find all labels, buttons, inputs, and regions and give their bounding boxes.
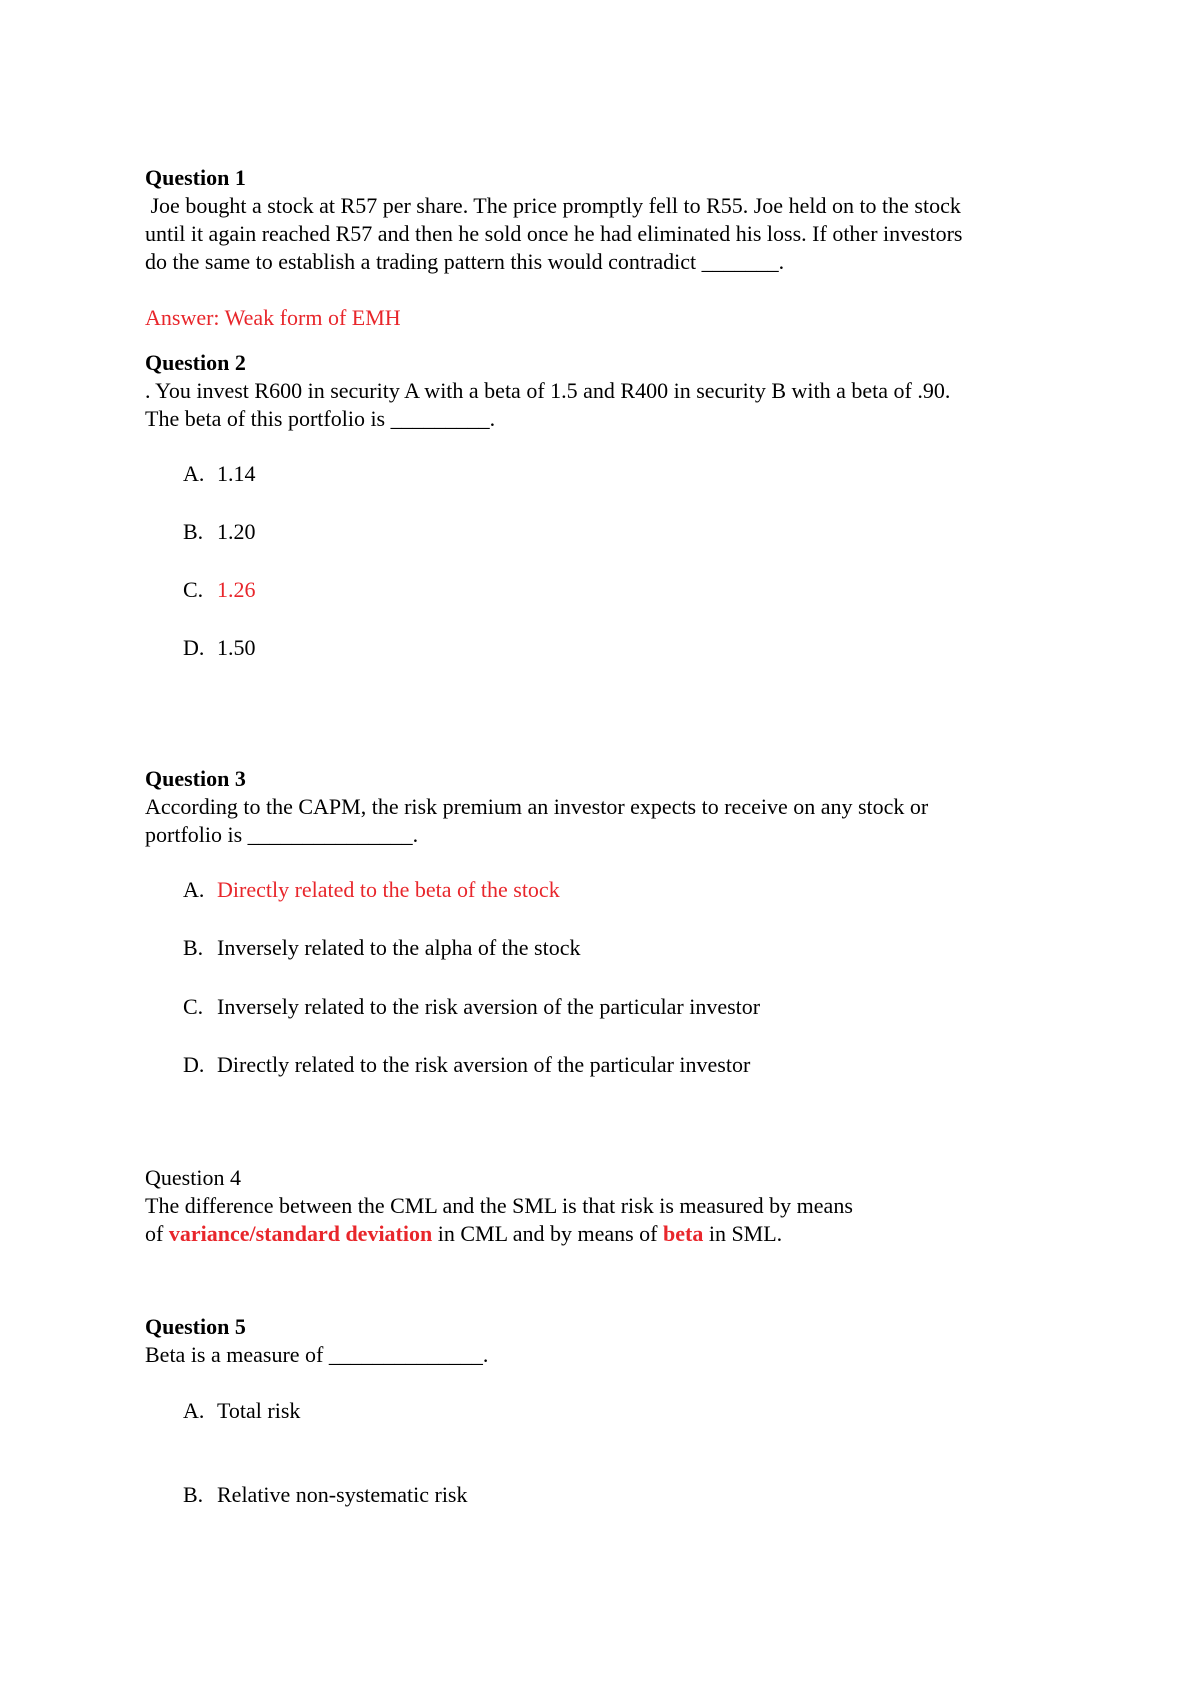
- correct-option-text: Directly related to the beta of the stock: [217, 877, 560, 902]
- option-text: Inversely related to the risk aversion of the particular investor: [217, 994, 761, 1019]
- question-2-text-line: . You invest R600 in security A with a beta of 1.5 and R400 in security B with a beta of .90.: [145, 378, 951, 403]
- question-1-text-line: until it again reached R57 and then he sold once he had eliminated his loss. If other investors: [145, 221, 963, 246]
- option-letter: C.: [183, 577, 204, 602]
- question-4-title: Question 4: [145, 1165, 241, 1190]
- question-2-option-b: [183, 518, 256, 546]
- question-5-option-a: [183, 1397, 300, 1425]
- option-letter: A.: [183, 1398, 205, 1423]
- question-1-text-line: do the same to establish a trading pattern this would contradict _______.: [145, 249, 785, 274]
- question-3-option-d: [183, 1051, 750, 1079]
- option-text: Directly related to the risk aversion of the particular investor: [217, 1052, 751, 1077]
- option-text: Relative non-systematic risk: [217, 1482, 468, 1507]
- question-5-title: Question 5: [145, 1314, 246, 1339]
- question-4-text-line: [145, 1220, 1075, 1248]
- question-3-option-b: [183, 934, 580, 962]
- option-letter: B.: [183, 935, 204, 960]
- question-1-title: Question 1: [145, 165, 246, 190]
- option-text: 1.20: [217, 519, 256, 544]
- text-fragment: of: [145, 1221, 169, 1246]
- question-1-answer: Answer: Weak form of EMH: [145, 305, 401, 330]
- question-1-text-line: Joe bought a stock at R57 per share. The price promptly fell to R55. Joe held on to the stock: [145, 193, 961, 218]
- question-3-title: Question 3: [145, 766, 246, 791]
- question-3-option-c: [183, 993, 760, 1021]
- option-letter: A.: [183, 461, 205, 486]
- question-2-option-a: [183, 460, 256, 488]
- option-letter: D.: [183, 1052, 205, 1077]
- text-fragment: in SML.: [703, 1221, 783, 1246]
- correct-option-text: 1.26: [217, 577, 256, 602]
- option-letter: A.: [183, 877, 205, 902]
- question-5-text-line: Beta is a measure of ______________.: [145, 1342, 489, 1367]
- question-2-option-d: [183, 634, 256, 662]
- question-2-title: Question 2: [145, 350, 246, 375]
- question-4: [145, 1164, 1075, 1248]
- text-fragment: in CML and by means of: [432, 1221, 663, 1246]
- answer-highlight: variance/standard deviation: [168, 1221, 433, 1246]
- option-text: Inversely related to the alpha of the stock: [217, 935, 581, 960]
- question-2: [145, 349, 1075, 433]
- question-5: [145, 1313, 1075, 1369]
- question-4-text-line: The difference between the CML and the SML is that risk is measured by means: [145, 1193, 853, 1218]
- option-text: 1.14: [217, 461, 256, 486]
- question-5-option-b: [183, 1481, 468, 1509]
- question-3-text-line: According to the CAPM, the risk premium an investor expects to receive on any stock or: [145, 794, 929, 819]
- question-1: [145, 164, 1075, 276]
- question-3: [145, 765, 1075, 849]
- option-letter: C.: [183, 994, 204, 1019]
- question-2-text-line: The beta of this portfolio is _________.: [145, 406, 496, 431]
- option-text: 1.50: [217, 635, 256, 660]
- question-3-option-a: [183, 876, 560, 904]
- option-letter: D.: [183, 635, 205, 660]
- answer-highlight: beta: [663, 1221, 704, 1246]
- option-letter: B.: [183, 519, 204, 544]
- question-3-text-line: portfolio is _______________.: [145, 822, 419, 847]
- option-text: Total risk: [217, 1398, 301, 1423]
- option-letter: B.: [183, 1482, 204, 1507]
- question-2-option-c: [183, 576, 256, 604]
